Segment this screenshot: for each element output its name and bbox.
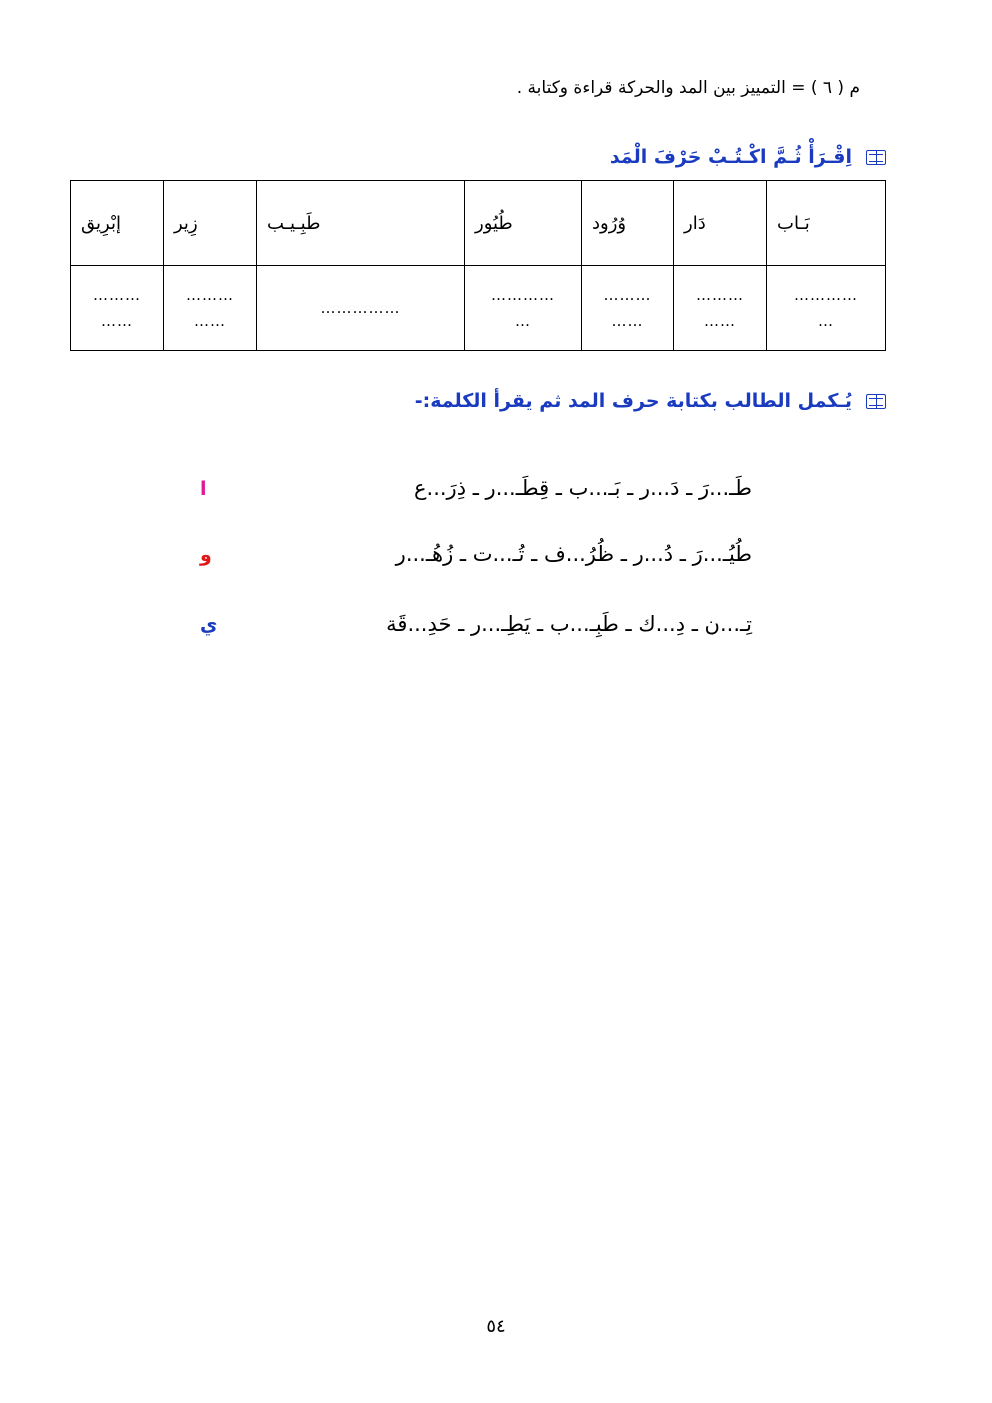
book-icon [866, 394, 886, 409]
answer-blank[interactable]: ………… … [465, 266, 582, 351]
long-vowel-letter: و [200, 544, 212, 566]
word-cell: طُيُور [465, 181, 582, 266]
answer-blank[interactable]: ………… … [767, 266, 886, 351]
answer-blank[interactable]: ……… …… [71, 266, 164, 351]
section-2-title [415, 390, 886, 412]
exercise-words[interactable]: طَـ...رَ ـ دَ...ر ـ بَـ...ب ـ قِطَـ...ر ـ ذِرَ...ع [414, 476, 752, 500]
section-2-title-text: يُـكمل الطالب بكتابة حرف المد ثم يقرأ الكلمة:- [414, 390, 852, 412]
word-cell: وُرُود [582, 181, 674, 266]
exercise-line [200, 476, 752, 516]
section-1-title-text: اِقْـرَأْ ثُـمَّ اكْـتُـبْ حَرْفَ الْمَد [609, 146, 852, 168]
long-vowel-letter: ي [200, 614, 218, 636]
word-cell: إبْرِيق [71, 181, 164, 266]
word-cell: دَار [674, 181, 767, 266]
answer-blank[interactable]: ……… …… [674, 266, 767, 351]
lesson-header-text: م ( ٦ ) = التمييز بين المد والحركة قراءة وكتابة . [516, 78, 860, 98]
word-cell: زِير [164, 181, 257, 266]
answer-blank[interactable]: …………… [257, 266, 465, 351]
exercise-line [200, 612, 752, 652]
answer-row [71, 266, 886, 351]
answer-blank[interactable]: ……… …… [164, 266, 257, 351]
word-row [71, 181, 886, 266]
page-number: ٥٤ [486, 1316, 506, 1337]
long-vowel-letter: ا [200, 478, 207, 500]
section-1-title [610, 146, 886, 168]
book-icon [866, 150, 886, 165]
lesson-header [517, 78, 860, 98]
exercise-words[interactable]: طُيُـ...رَ ـ دُ...ر ـ ظُرُ...ف ـ تُـ...ت ـ زُهُـ...ر [395, 542, 752, 566]
word-cell: طَبِـيـب [257, 181, 465, 266]
answer-blank[interactable]: ……… …… [582, 266, 674, 351]
words-table [70, 180, 886, 351]
exercise-line [200, 542, 752, 582]
word-cell: بَـاب [767, 181, 886, 266]
exercise-words[interactable]: تِـ...ن ـ دِ...ك ـ طَبِـ...ب ـ يَطِـ...ر ـ حَدِ...قَة [386, 612, 752, 636]
